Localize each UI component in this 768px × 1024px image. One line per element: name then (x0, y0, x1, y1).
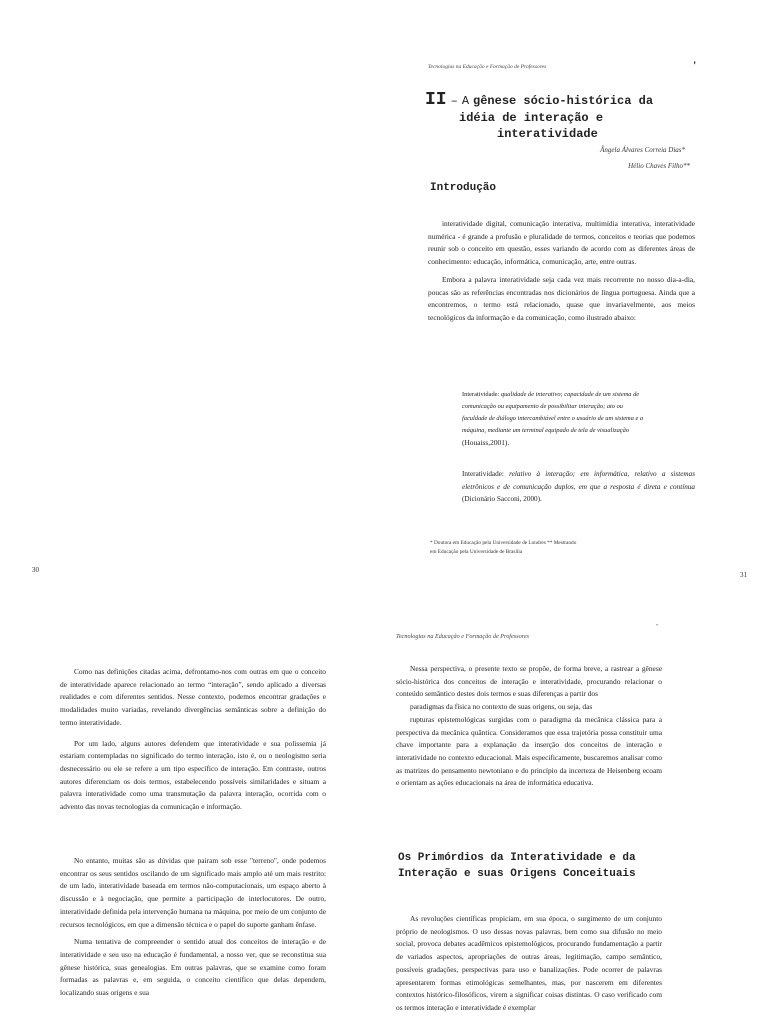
intro-heading: Introdução (430, 182, 497, 194)
quote-label: Interatividade: (462, 391, 500, 398)
quote-label: Interatividade: (462, 470, 504, 478)
section-heading-line: Os Primórdios da Interatividade e da (398, 852, 636, 864)
quote-text: relativo à interação; em informática, relativo a sistemas eletrônicos e de comunicação duplos, em que a resposta é direta e contínua (462, 470, 695, 491)
footnote-line: em Educação pela Universidade de Brasília (430, 549, 523, 555)
quote-text: máquina, mediante um terminal equipado de tela de visualização (462, 427, 630, 434)
body-paragraph: Numa tentativa de compreender o sentido atual dos conceitos de interação e de interatividade e seu uso na educação é fundamental, a nosso ver, que se reconstitua sua gênese histórica, suas genealogias. Em outras palavras, que se examine como foram formadas as palavras e, em seguida, o conceito científico que delas dependem, localizando suas origens e sua (60, 937, 326, 998)
section-heading (398, 850, 636, 882)
quote-houaiss (462, 389, 695, 449)
body-paragraph: Como nas definições citadas acima, defrontamo-nos com outras em que o conceito de interatividade aparece relacionado ao termo “interação”, sendo aplicado a diversas realidades e com diferentes sentidos. Nesse contexto, podemos encontrar gradações e modalidades muito variadas, revelando divergências semânticas sobre a definição do termo interatividade. (60, 667, 326, 727)
intro-body (428, 218, 695, 325)
page-number-left: 30 (32, 566, 39, 574)
left-column-bottom (60, 855, 326, 1000)
chapter-title-line1: gênese sócio-histórica da (473, 94, 654, 108)
page-number-right: 31 (740, 571, 747, 579)
intro-paragraph: interatividade digital, comunicação interativa, multimídia interativa, interatividade numérica - é grande a profusão e pluralidade de termos, conceitos e teorias que podemos reunir sob o conceito em questão, esses variando de acordo com as diferentes áreas de conhecimento: educação, informática, comunicação, arte, entre outras. (428, 219, 695, 267)
corner-mark: ' (693, 58, 697, 72)
corner-mark-2: '' (656, 624, 659, 630)
quote-sacconi (462, 468, 695, 506)
quote-text: qualidade de interativo; capacidade de um sistema de (500, 391, 640, 398)
quote-source: (Houaiss,2001). (462, 438, 510, 447)
quote-text: comunicação ou equipamento de possibilitar interação; ato ou (462, 403, 623, 410)
author-2: Hélio Chaves Filho** (628, 162, 690, 170)
body-paragraph: As revoluções científicas propiciam, em sua época, o surgimento de um conjunto próprio de neologismos. O uso dessas novas palavras, bem como sua difusão no meio social, provoca debates acadêmicos epistemológicos, procurando fundamentação a partir de variados aspectos, apropriações de outras áreas, legitimação, campo semântico, possíveis gradações, perspectivas para uso e banalizações. Pode ocorrer de palavras apresentarem formas etimológicas semelhantes, mas, por nascerem em diferentes contextos histórico-filosóficos, virem a significar coisas distintas. O caso verificado com os termos interação e interatividade é exemplar (396, 914, 662, 1012)
chapter-title-start: A (461, 94, 470, 108)
body-line: paradigmas da física no contexto de suas origens, ou seja, das (410, 702, 593, 712)
body-paragraph: Por um lado, alguns autores defendem que interatividade e sua polissemia já estariam contempladas no significado do termo interação, isto é, ou o neologismo seria desnecessário ou ele se refere a um tipo específico de interação. Em contraste, outros autores diferenciam os dois termos, estabelecendo possíveis similaridades e situam a palavra interatividade como uma transmutação da palavra interação, ocorrida com o advento das novas tecnologias da comunicação e informação. (60, 738, 326, 812)
right-column-bottom (396, 913, 662, 1024)
quote-text: faculdade de diálogo intercambiável entre o usuário de um sistema e a (462, 415, 644, 422)
running-header: Tecnologias na Educação e Formação de Professores (428, 64, 547, 70)
section-heading-line: Interação e suas Origens Conceituais (398, 868, 636, 880)
body-paragraph: Nessa perspectiva, o presente texto se propõe, de forma breve, a rastrear a gênese sócio-histórica dos conceitos de interação e interatividade, procurando relacionar o conteúdo semântico destes dois termos e suas diferenças a partir dos (396, 664, 662, 699)
body-paragraph: rupturas epistemológicas surgidas com o paradigma da mecânica clássica para a perspectiva da mecânica quântica. Consideramos que essa trajetória possa constituir uma chave importante para a explanação da inserção dos conceitos de interação e interatividade no contexto educacional. Mais especificamente, buscaremos analisar como as matrizes do pensamento newtoniano e do princípio da incerteza de Heisenberg ecoam e orientam as ações educacionais na área de informática educativa. (396, 714, 662, 788)
footnote-line: * Doutora em Educação pela Universidade de Londres ** Mestrando (430, 540, 577, 546)
chapter-title-line3: interatividade (497, 127, 598, 141)
chapter-number: II (425, 90, 447, 110)
left-column-top (60, 666, 326, 814)
body-paragraph: No entanto, muitas são as dúvidas que pairam sob esse "terreno", onde podemos encontrar os seus sentidos oscilando de um significado mais amplo até um mais restrito: de um lado, interatividade baseada em termos não-computacionais, um espaço aberto à discussão e à negociação, que permite a participação de interlocutores. De outro, interatividade definida pela intervenção humana na máquina, por meio de um conjunto de recursos tecnológicos, em que a dimensão técnica e o papel do suporte ganham ênfase. (60, 856, 326, 929)
chapter-title-line2: idéia de interação e (459, 111, 604, 125)
chapter-title (425, 90, 705, 142)
right-column-top (396, 663, 662, 790)
intro-paragraph: Embora a palavra interatividade seja cada vez mais recorrente no nosso dia-a-dia, poucas são as referências encontradas nos dicionários de língua portuguesa. Ainda que a encontremos, o termo está relacionado, quase que invariavelmente, aos meios tecnológicos da informação e da comunicação, como ilustrado abaixo: (428, 274, 695, 322)
running-header-2: Tecnologias na Educação e Formação de Professores (396, 633, 530, 640)
author-1: Ângela Álvares Correia Dias* (600, 146, 685, 154)
chapter-dash: – (450, 94, 458, 108)
quote-source: (Dicionário Sacconi, 2000). (462, 495, 542, 503)
footnote (430, 539, 690, 557)
